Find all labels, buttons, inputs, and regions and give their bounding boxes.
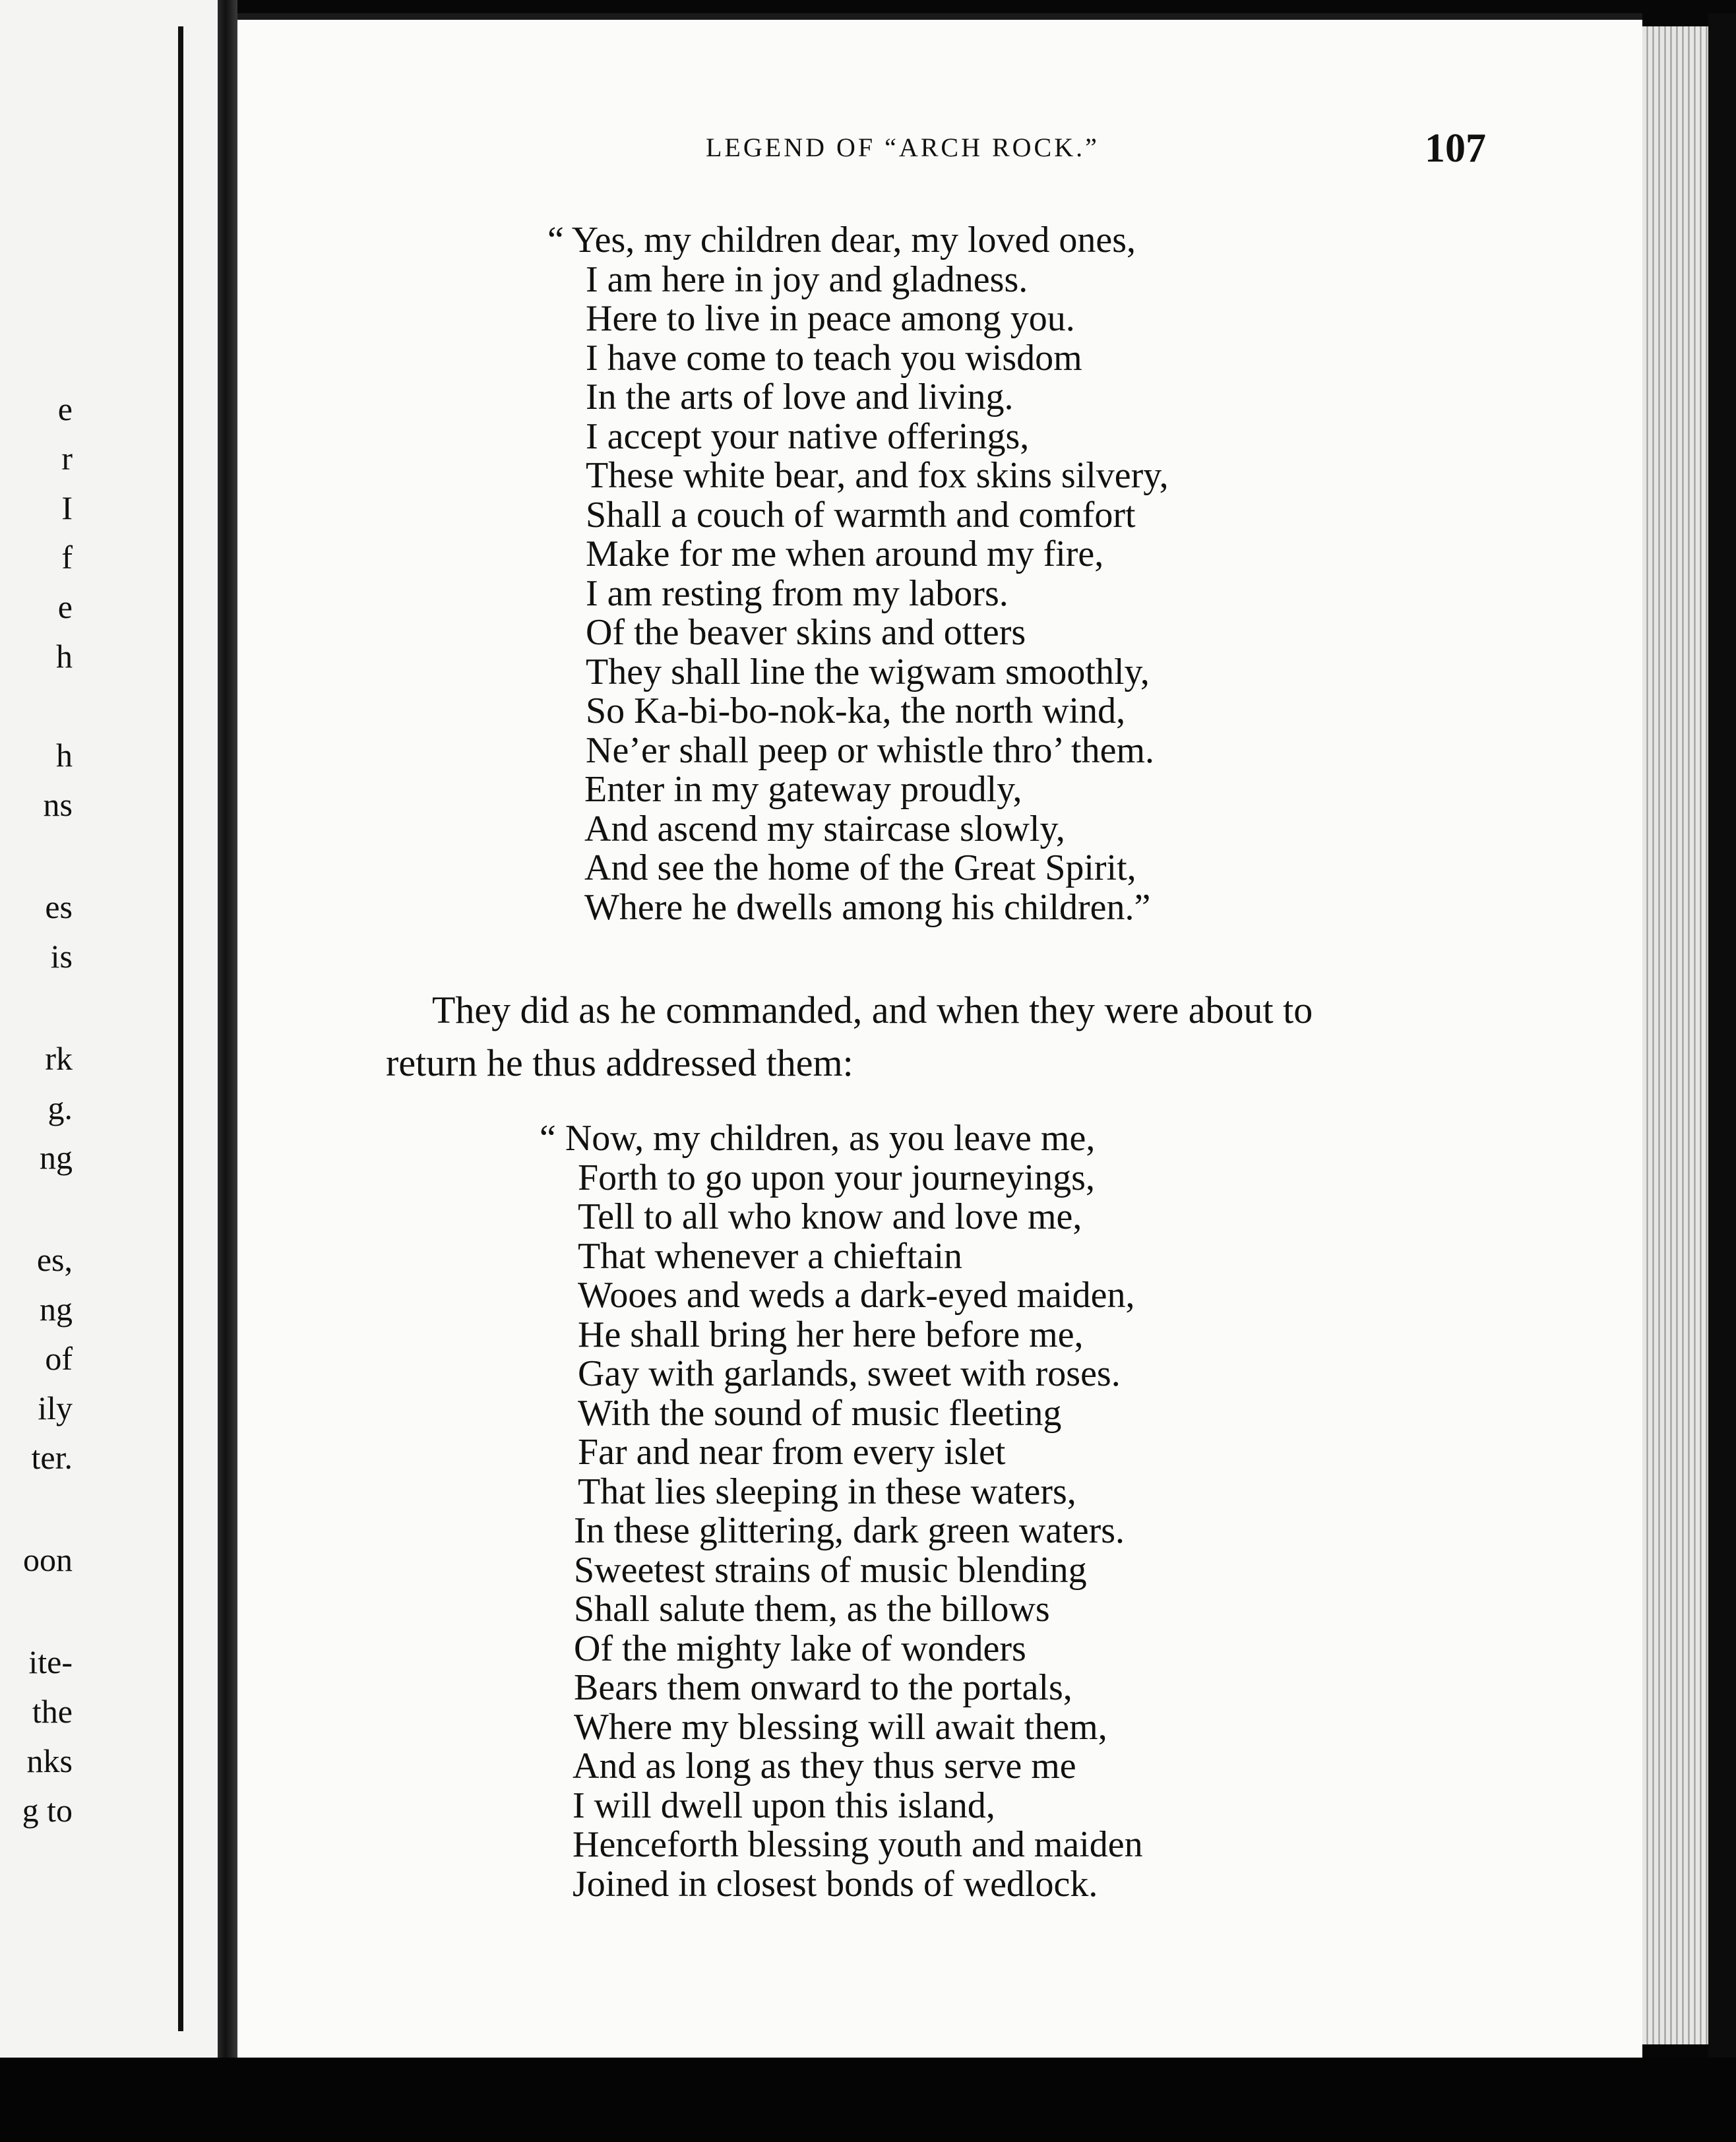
poem-line: Sweetest strains of music blending <box>574 1549 1087 1591</box>
poem-line: In the arts of love and living. <box>586 377 1014 417</box>
prose-line: They did as he commanded, and when they were about to <box>432 989 1313 1031</box>
book-gutter <box>218 0 237 2058</box>
poem-line: Henceforth blessing youth and maiden <box>573 1824 1143 1865</box>
fragment-text: nks <box>26 1742 73 1779</box>
poem-line: I accept your native offerings, <box>586 415 1030 457</box>
fragment-text: I <box>61 489 73 526</box>
fragment-text: r <box>61 440 73 477</box>
fragment-text: g to <box>22 1792 73 1829</box>
fragment-text: of <box>45 1340 73 1377</box>
poem-line: I am here in joy and gladness. <box>586 259 1028 300</box>
poem-line: “ Now, my children, as you leave me, <box>540 1118 1096 1159</box>
facing-page-fragment <box>0 0 218 2058</box>
fragment-text: ite- <box>28 1643 73 1680</box>
fragment-text: rk <box>45 1040 73 1077</box>
poem-line: That lies sleeping in these waters, <box>578 1471 1076 1512</box>
poem-line: Far and near from every islet <box>578 1432 1006 1473</box>
poem-line: Ne’er shall peep or whistle thro’ them. <box>586 729 1155 771</box>
fragment-text: is <box>50 938 73 975</box>
poem-line: Shall a couch of warmth and comfort <box>586 494 1136 536</box>
fragment-text: oon <box>23 1541 73 1578</box>
fragment-text: ng <box>40 1291 73 1328</box>
fragment-text: e <box>57 390 73 427</box>
book-cover-edge <box>1708 13 1736 2071</box>
fragment-text: e <box>57 588 73 625</box>
poem-line: Shall salute them, as the billows <box>574 1589 1050 1630</box>
poem-line: In these glittering, dark green waters. <box>574 1510 1125 1551</box>
fragment-text: ily <box>38 1390 73 1426</box>
poem-line: I will dwell upon this island, <box>573 1785 995 1826</box>
prose-line: return he thus addressed them: <box>386 1041 853 1084</box>
fragment-text: h <box>56 638 73 675</box>
poem-line: And ascend my staircase slowly, <box>584 808 1065 849</box>
poem-line: And as long as they thus serve me <box>573 1746 1076 1787</box>
poem-line: Bears them onward to the portals, <box>574 1667 1072 1708</box>
fragment-text: ng <box>40 1139 73 1176</box>
poem-line: “ Yes, my children dear, my loved ones, <box>547 220 1136 260</box>
poem-line: He shall bring her here before me, <box>578 1314 1084 1355</box>
fragment-text: h <box>56 737 73 774</box>
poem-line: I have come to teach you wisdom <box>586 337 1082 379</box>
poem-line: Enter in my gateway proudly, <box>584 769 1022 810</box>
poem-line: Gay with garlands, sweet with roses. <box>578 1353 1121 1394</box>
poem-line: Where he dwells among his children.” <box>584 886 1151 928</box>
fragment-text: ter. <box>31 1439 73 1476</box>
fragment-text: f <box>61 539 73 576</box>
page-number: 107 <box>1425 126 1486 171</box>
fragment-text: ns <box>43 786 73 823</box>
fragment-text: es, <box>36 1241 73 1278</box>
fragment-text: the <box>32 1693 73 1730</box>
poem-line: So Ka-bi-bo-nok-ka, the north wind, <box>586 690 1126 731</box>
poem-line: Tell to all who know and love me, <box>578 1196 1082 1237</box>
running-header: LEGEND OF “ARCH ROCK.” <box>706 133 1100 162</box>
poem-line: And see the home of the Great Spirit, <box>584 847 1136 888</box>
scan-bottom-border <box>0 2058 1736 2142</box>
poem-line: Of the beaver skins and otters <box>586 612 1026 653</box>
poem-line: They shall line the wigwam smoothly, <box>586 651 1150 692</box>
page-edges <box>1642 26 1708 2044</box>
poem-line: Wooes and weds a dark-eyed maiden, <box>578 1275 1135 1316</box>
poem-line: Joined in closest bonds of wedlock. <box>573 1863 1098 1905</box>
poem-line: Forth to go upon your journeyings, <box>578 1157 1095 1198</box>
poem-stanza-2 <box>540 1119 1143 1904</box>
poem-line: These white bear, and fox skins silvery, <box>586 455 1169 496</box>
poem-line: Of the mighty lake of wonders <box>574 1628 1026 1669</box>
fragment-text: es <box>45 888 73 925</box>
fragment-text: g. <box>47 1089 73 1126</box>
page-fold-line <box>178 26 183 2031</box>
poem-line: Where my blessing will await them, <box>574 1706 1107 1748</box>
poem-line: With the sound of music fleeting <box>578 1392 1062 1434</box>
poem-stanza-1 <box>547 221 1169 927</box>
prose-paragraph <box>386 984 1481 1089</box>
poem-line: I am resting from my labors. <box>586 572 1008 614</box>
poem-line: Here to live in peace among you. <box>586 298 1075 339</box>
poem-line: Make for me when around my fire, <box>586 534 1104 574</box>
poem-line: That whenever a chieftain <box>578 1235 963 1277</box>
